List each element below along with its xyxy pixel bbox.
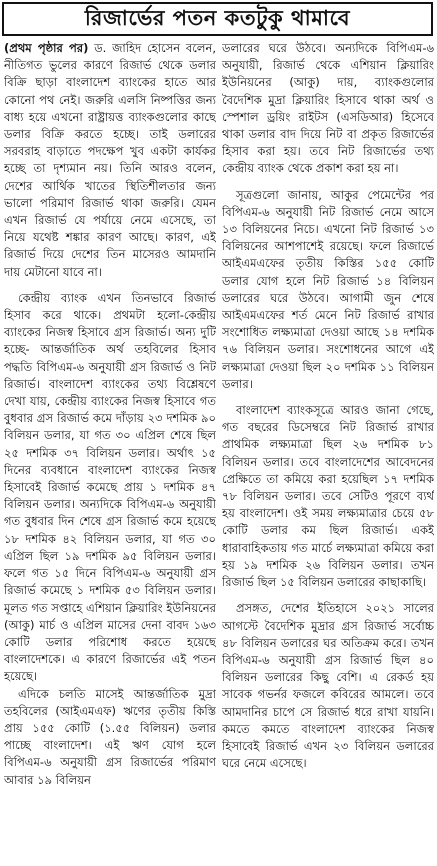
article-body	[4, 40, 434, 862]
continuation-marker: (প্রথম পৃষ্ঠার পর)	[4, 41, 89, 55]
paragraph: কেন্দ্রীয় ব্যাংক এখন তিনভাবে রিজার্ভ হিসাব করে থাকে। প্রথমটা হলো-কেন্দ্রীয় ব্যাংকের নিজস্ব হিসাবে গ্রস রিজার্ভ। অন্য দুটি হচ্ছে- আন্তর্জাতিক অর্থ তহবিলের হিসাব পদ্ধতি বিপিএম-৬ অনুযায়ী গ্রস রিজার্ভ ও নিট রিজার্ভ। বাংলাদেশ ব্যাংকের তথ্য বিশ্লেষণে দেখা যায়, কেন্দ্রীয় ব্যাংকের নিজস্ব হিসাবে গত বুধবার গ্রস রিজার্ভ কমে দাঁড়ায় ২৩ দশমিক ৯০ বিলিয়ন ডলার, যা গত ৩০ এপ্রিল শেষে ছিল ২৫ দশমিক ৩৭ বিলিয়ন ডলার। অর্থাৎ ১৫ দিনের ব্যবধানে বাংলাদেশ ব্যাংকের নিজস্ব হিসাবেই রিজার্ভ কমেছে প্রায় ১ দশমিক ৪৭ বিলিয়ন ডলার। অন্যদিকে বিপিএম-৬ অনুযায়ী গত বুধবার দিন শেষে গ্রস রিজার্ভ কমে হয়েছে ১৮ দশমিক ৪২ বিলিয়ন ডলার, যা গত ৩০ এপ্রিল ছিল ১৯ দশমিক ৯৫ বিলিয়ন ডলার। ফলে গত ১৫ দিনে বিপিএম-৬ অনুযায়ী গ্রস রিজার্ভ কমেছে ১ দশমিক ৫৩ বিলিয়ন ডলার। মূলত গত সপ্তাহে এশিয়ান ক্লিয়ারিং ইউনিয়নের (আকু) মার্চ ও এপ্রিল মাসের দেনা বাবদ ১৬৩ কোটি ডলার পরিশোধ করতে হয়েছে বাংলাদেশকে। এ কারণে রিজার্ভের এই পতন হয়েছে।	[4, 290, 216, 684]
paragraph-text: ড. জাহিদ হোসেন বলেন, নীতিগত ভুলের কারণে রিজার্ভ থেকে ডলার বিক্রি ছাড়া বাংলাদেশ ব্যাংকের হাতে আর কোনো পথ নেই। জরুরি এলসি নিষ্পত্তির জন্য বাধ্য হয়ে এখনো রাষ্ট্রায়ত্ত ব্যাংকগুলোর কাছে ডলার বিক্রি করতে হচ্ছে। তাই ডলারের সরবরাহ বাড়াতে পদক্ষেপ খুব একটা কার্যকর হচ্ছে তা দৃশ্যমান নয়। তিনি আরও বলেন, দেশের আর্থিক খাতের স্থিতিশীলতার জন্য ভালো পরিমাণ রিজার্ভ থাকা জরুরি। যেমন এখন রিজার্ভ যে পর্যায়ে নেমে এসেছে, তা নিয়ে যথেষ্ট শঙ্কার কারণ আছে। কারণ, এই রিজার্ভ দিয়ে দেশের তিন মাসেরও আমদানি দায় মেটানো যাবে না।	[4, 41, 216, 279]
headline	[2, 2, 433, 36]
column-right	[222, 40, 434, 862]
paragraph: সূত্রগুলো জানায়, আকুর পেমেন্টের পর বিপিএম-৬ অনুযায়ী নিট রিজার্ভ নেমে আসে ১৩ বিলিয়নের নিচে। এখনো নিট রিজার্ভ ১৩ বিলিয়নের আশপাশেই রয়েছে। ফলে রিজার্ভে আইএমএফের তৃতীয় কিস্তির ১৫৫ কোটি ডলার যোগ হলে নিট রিজার্ভ ১৪ বিলিয়ন ডলারের ঘরে উঠবে। আগামী জুন শেষে আইএমএফের শর্ত মেনে নিট রিজার্ভ রাখার সংশোধিত লক্ষ্যমাত্রা দেওয়া আছে ১৪ দশমিক ৭৬ বিলিয়ন ডলার। সংশোধনের আগে এই লক্ষ্যমাত্রা দেওয়া ছিল ২০ দশমিক ১১ বিলিয়ন ডলার।	[222, 187, 434, 391]
headline-text: রিজার্ভের পতন কতটুকু থামাবে	[84, 5, 351, 30]
paragraph: এদিকে চলতি মাসেই আন্তর্জাতিক মুদ্রা তহবিলের (আইএমএফ) ঋণের তৃতীয় কিস্তি প্রায় ১৫৫ কোটি (১.৫৫ বিলিয়ন) ডলার পাচ্ছে বাংলাদেশ। এই ঋণ যোগ হলে বিপিএম-৬ অনুযায়ী গ্রস রিজার্ভের পরিমাণ আবার ১৯ বিলিয়ন	[4, 686, 216, 787]
paragraph	[4, 40, 216, 281]
column-left	[4, 40, 216, 862]
paragraph: বাংলাদেশ ব্যাংকসূত্রে আরও জানা গেছে, গত বছরের ডিসেম্বরে নিট রিজার্ভ রাখার প্রাথমিক লক্ষ্যমাত্রা ছিল ২৬ দশমিক ৮১ বিলিয়ন ডলার। তবে বাংলাদেশের আবেদনের প্রেক্ষিতে তা কমিয়ে করা হয়েছিল ১৭ দশমিক ৭৮ বিলিয়ন ডলার। তবে সেটিও পূরণে ব্যর্থ হয় বাংলাদেশ। ওই সময় লক্ষ্যমাত্রার চেয়ে ৫৮ কোটি ডলার কম ছিল রিজার্ভ। একই ধারাবাহিকতায় গত মার্চে লক্ষ্যমাত্রা কমিয়ে করা হয় ১৯ দশমিক ২৬ বিলিয়ন ডলার। তখন রিজার্ভ ছিল ১৫ বিলিয়ন ডলারের কাছাকাছি।	[222, 403, 434, 590]
paragraph: ডলারের ঘরে উঠবে। অন্যদিকে বিপিএম-৬ অনুযায়ী, রিজার্ভ থেকে এশিয়ান ক্লিয়ারিং ইউনিয়নের (আকু) দায়, ব্যাংকগুলোর বৈদেশিক মুদ্রা ক্লিয়ারিং হিসাবে থাকা অর্থ ও স্পেশাল ড্রয়িং রাইটস (এসডিআর) হিসেবে থাকা ডলার বাদ দিয়ে নিট বা প্রকৃত রিজার্ভের হিসাব করা হয়। তবে নিট রিজার্ভের তথ্য কেন্দ্রীয় ব্যাংক থেকে প্রকাশ করা হয় না।	[222, 41, 434, 176]
paragraph: প্রসঙ্গত, দেশের ইতিহাসে ২০২১ সালের আগস্টে বৈদেশিক মুদ্রার গ্রস রিজার্ভ সর্বোচ্চ ৪৮ বিলিয়ন ডলারের ঘর অতিক্রম করে। তখন বিপিএম-৬ অনুযায়ী গ্রস রিজার্ভ ছিল ৪০ বিলিয়ন ডলারের কিছু বেশি। এ রেকর্ড হয় সাবেক গভর্নর ফজলে কবিরের আমলে। তবে আমদানির চাপে সে রিজার্ভ ধরে রাখা যায়নি। কমতে কমতে বাংলাদেশ ব্যাংকের নিজস্ব হিসাবেই রিজার্ভ এখন ২৩ বিলিয়ন ডলারের ঘরে নেমে এসেছে।	[222, 601, 434, 771]
